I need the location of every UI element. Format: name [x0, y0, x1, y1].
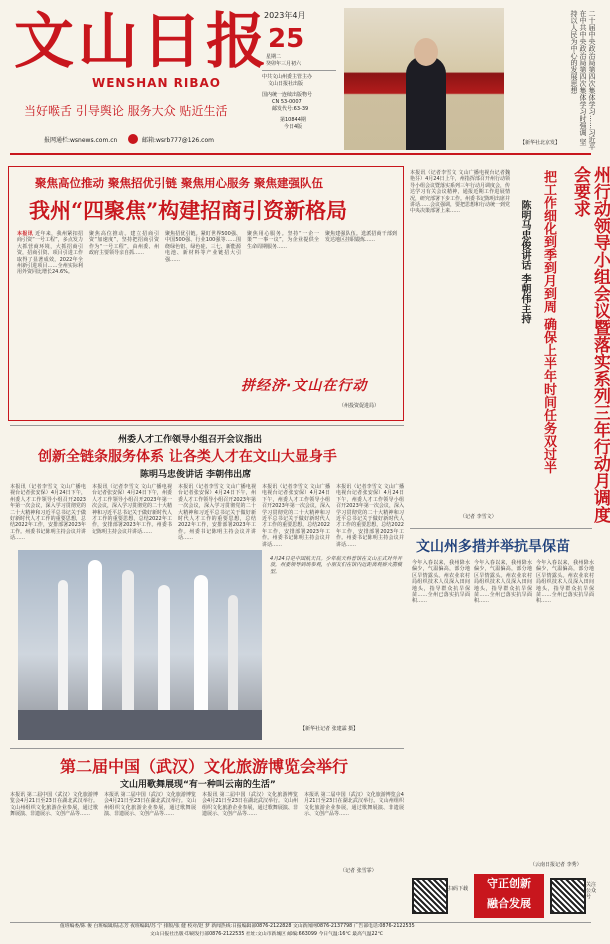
date-year-month: 2023年4月	[264, 11, 306, 20]
slogan-badge	[474, 874, 544, 918]
slogan-line-1: 守正创新	[487, 877, 531, 890]
lead-col-4: 聚焦用心服务。坚持“一企一策”“一事一议”，为企业提供全生命周期服务……	[247, 231, 319, 250]
photo-figure-head	[414, 38, 438, 66]
culture-col-1: 本报讯 第二届中国（武汉）文化旅游博览会4月21日至23日在湖北武汉举行。文山州组织文化旅游企业参展，通过歌舞展演、非遗展示、文创产品等……	[10, 792, 98, 818]
rocket-2	[88, 560, 102, 730]
lead-byline: 本报讯	[17, 231, 34, 237]
qr-left-label: 扫码下载	[448, 886, 469, 892]
footer-rule	[10, 922, 591, 923]
sponsor-1: 中共文山州委主管主办	[262, 74, 313, 80]
talent-photo-caption: 4月24日是中国航天日。少年航天科普馆在文山正式对外开放，州委领导到场参观，小朋友们在馆内近距离观察火箭模型。	[270, 556, 402, 575]
lead-col-3: 聚焦招优引链。紧盯世界500强、中国500强、行业100强等……围绕绿色铝、绿色硅、三七、新能源电池、新材料等产业链招大引强……	[165, 231, 241, 263]
footer-line-2: 文山日报社出版·印刷发行部0876-2122535 社址:文山市新城区 邮编:663099 今日气温:16℃ 最高气温22℃	[150, 932, 383, 937]
lead-headline: 我州“四聚焦”构建招商引资新格局	[29, 198, 348, 223]
drought-col-3: 今年入春以来，我州降水偏少，气温偏高，部分地区旱情露头。州农业农村局组织技术人员深入田间地头，指导群众抗旱保苗……全州已落实抗旱面积……	[536, 560, 594, 605]
masthead-rule	[10, 153, 591, 155]
issue-number: 第10844期	[280, 117, 306, 123]
rocket-exhibit-photo	[18, 550, 262, 740]
lead-article-box	[8, 166, 404, 421]
divider-mid-left	[10, 425, 404, 426]
talent-col-4: 本报讯（记者李雪文 文山广播电视台记者张安保）4月24日下午，州委人才工作领导小组召开2023年第一次会议，深入学习贯彻党的二十大精神和习近平总书记关于做好新时代人才工作的重要思想，总结2022年工作，安排部署2023年工作。州委书记陈明主持会议并讲话……	[262, 484, 330, 548]
wechat-icon	[128, 134, 138, 144]
drought-reporter: （云南日报记者 李秀）	[530, 862, 582, 868]
culture-headline: 第二届中国（武汉）文化旅游博览会举行	[60, 757, 349, 776]
masthead-website: 报网通栏:wsnews.com.cn	[44, 137, 118, 144]
talent-headline: 创新全链条服务体系 让各类人才在文山大显身手	[38, 449, 337, 465]
rocket-5	[194, 575, 208, 730]
date-day: 25	[268, 24, 305, 54]
talent-kicker: 州委人才工作领导小组召开会议指出	[118, 435, 263, 445]
lead-col-5: 聚焦建强队伍。选派招商干部到发达地区挂职锻炼……	[325, 231, 397, 244]
talent-col-2: 本报讯（记者李雪文 文山广播电视台记者张安保）4月24日下午，州委人才工作领导小组召开2023年第一次会议，深入学习贯彻党的二十大精神和习近平总书记关于做好新时代人才工作的重要思想，总结2022年工作，安排部署2023年工作。州委书记陈明主持会议并讲话……	[92, 484, 173, 535]
date-divider	[262, 70, 336, 71]
lead-kicker: 聚焦高位推动 聚焦招优引链 聚焦用心服务 聚焦建强队伍	[35, 176, 324, 190]
top-news-photo	[344, 8, 504, 150]
sponsor-2: 文山日报社出版	[268, 81, 304, 87]
postal-code: 邮发代号:63-39	[272, 106, 309, 112]
divider-culture-top	[10, 748, 404, 749]
talent-photo-credit: 【新华社记者 张建霖 摄】	[300, 726, 359, 732]
masthead-slogan: 当好喉舌 引导舆论 服务大众 贴近生活	[24, 104, 228, 118]
talent-col-1: 本报讯（记者李雪文 文山广播电视台记者张安保）4月24日下午，州委人才工作领导小组召开2023年第一次会议，深入学习贯彻党的二十大精神和习近平总书记关于做好新时代人才工作的重要思想，总结2022年工作，安排部署2023年工作。州委书记陈明主持会议并讲话……	[10, 484, 86, 542]
app-qr-code	[412, 878, 448, 914]
culture-col-3: 本报讯 第二届中国（武汉）文化旅游博览会4月21日至23日在湖北武汉举行。文山州组织文化旅游企业参展，通过歌舞展演、非遗展示、文创产品等……	[202, 792, 298, 818]
lead-body-1: 近年来，我州紧扣招商引资“一号工程”，多点发力大抓营商环境，大抓招商引资，招商引资、项目引进工作取得了显著成效，2022年全州新引进项目……全州实际利用外资同比增长24.6%。	[17, 231, 83, 276]
right-vertical-sub2: 陈明马忠俊讲话 李朝伟主持	[519, 200, 530, 324]
lead-stamp: 拼经济·文山在行动	[241, 378, 368, 394]
lead-col-2: 聚焦高位推动。建立招商引资“加速度”，坚持把招商引资作为“一号工程”，由州委、州政府主要领导亲自抓……	[89, 231, 159, 257]
rocket-3	[122, 570, 134, 730]
divider-drought-top	[410, 528, 592, 529]
right-vertical-headline: 州行动领导小组会议暨落实系列三年行动月调度会要求	[570, 166, 610, 523]
page-count: 今日4版	[284, 124, 303, 130]
footer-line-1: 值班编委/陈 俊 白班编辑/陆志芳 夜班编辑/苏 宁 排版/张 健 校对/赵 梦 新闻热线:日报编辑部0876-2122828 文山新闻网0876-2137798 广告部电话:0876-2122535	[60, 924, 415, 929]
masthead-pinyin: WENSHAN RIBAO	[92, 76, 222, 90]
talent-sub: 陈明马忠俊讲话 李朝伟出席	[140, 470, 252, 480]
talent-col-5: 本报讯（记者李雪文 文山广播电视台记者张安保）4月24日下午，州委人才工作领导小组召开2023年第一次会议，深入学习贯彻党的二十大精神和习近平总书记关于做好新时代人才工作的重要思想，总结2022年工作，安排部署2023年工作。州委书记陈明主持会议并讲话……	[336, 484, 404, 548]
visitors	[18, 710, 262, 740]
cn-number: CN 53-0007	[272, 99, 302, 105]
drought-col-1: 今年入春以来，我州降水偏少，气温偏高，部分地区旱情露头。州农业农村局组织技术人员深入田间地头，指导群众抗旱保苗……全州已落实抗旱面积……	[412, 560, 470, 605]
date-weekday: 星期二	[266, 54, 282, 60]
right-article-reporter: （记者 李雪文）	[460, 514, 497, 520]
wechat-qr-code	[550, 878, 586, 914]
culture-sub: 文山用歌舞展现“有一种叫云南的生活”	[120, 780, 276, 790]
culture-col-2: 本报讯 第二届中国（武汉）文化旅游博览会4月21日至23日在湖北武汉举行。文山州组织文化旅游企业参展，通过歌舞展演、非遗展示、文创产品等……	[104, 792, 196, 818]
rocket-4	[158, 585, 170, 730]
cn-label: 国内统一连续出版物号	[262, 92, 313, 98]
top-banner-vertical: 二十届中央政治局第四次集体学习……习近平在中共中央政治局第四次集体学习时强调 坚持以人民为中心的发展思想	[570, 10, 596, 150]
talent-col-3: 本报讯（记者李雪文 文山广播电视台记者张安保）4月24日下午，州委人才工作领导小组召开2023年第一次会议，深入学习贯彻党的二十大精神和习近平总书记关于做好新时代人才工作的重要思想，总结2022年工作，安排部署2023年工作。州委书记陈明主持会议并讲话……	[178, 484, 256, 542]
rocket-1	[58, 580, 68, 730]
right-article-body: 本报讯（记者李雪文 文山广播电视台记者魏艳芬）4月24日上午，州指挥部召开州行动领导小组会议暨落实系列三年行动月调度会，传达学习有关会议精神，通报近期工作进展情况，研究部署下步工作。州委书记陈明出席并讲话……会议强调，要把思想和行动统一到党中央决策部署上来……	[410, 170, 511, 215]
lead-reporter: （州投资促进局）	[339, 403, 380, 409]
lead-col-1	[17, 231, 83, 411]
slogan-line-2: 融合发展	[487, 897, 531, 910]
culture-reporter: （记者 张雪霏）	[340, 868, 377, 874]
culture-col-4: 本报讯 第二届中国（武汉）文化旅游博览会4月21日至23日在湖北武汉举行。文山州组织文化旅游企业参展，通过歌舞展演、非遗展示、文创产品等……	[304, 792, 404, 818]
top-banner-note: 【新华社北京发】	[520, 140, 561, 146]
masthead-email: 邮箱:wsrb777@126.com	[142, 137, 214, 144]
date-lunar: 癸卯年三月初六	[266, 61, 302, 67]
qr-right-label: 关注公众号	[586, 882, 597, 901]
drought-headline: 文山州多措并举抗旱保苗	[416, 539, 570, 555]
drought-col-2: 今年入春以来，我州降水偏少，气温偏高，部分地区旱情露头。州农业农村局组织技术人员深入田间地头，指导群众抗旱保苗……全州已落实抗旱面积……	[474, 560, 532, 605]
right-vertical-sub1: 把工作细化到季到月到周 确保上半年时间任务双过半	[541, 170, 556, 474]
masthead-title: 文山日报	[14, 7, 270, 77]
photo-figure	[406, 56, 446, 150]
